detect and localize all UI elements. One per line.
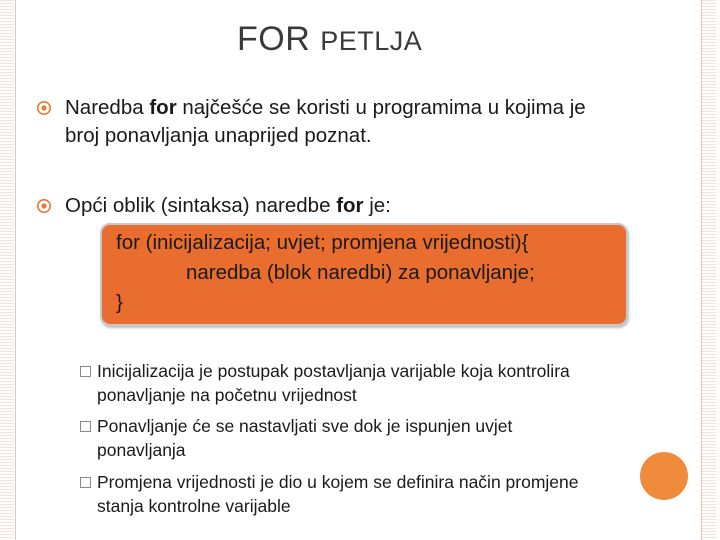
subitem-1-line-1: Inicijalizacija je postupak postavljanja varijable koja kontrolira bbox=[97, 361, 570, 381]
bullet-1-line-2: broj ponavljanja unaprijed poznat. bbox=[65, 124, 372, 147]
decorative-orange-circle bbox=[640, 452, 688, 500]
syntax-code-box bbox=[100, 223, 628, 326]
bullet-2-text bbox=[65, 192, 391, 220]
subitem-2 bbox=[80, 414, 512, 462]
subitem-2-line-2: ponavljanja bbox=[97, 440, 186, 460]
title-main: FOR bbox=[237, 20, 311, 58]
bullet-1-line-1: Naredba for najčešće se koristi u programima u kojima je bbox=[65, 96, 586, 119]
checkbox-icon bbox=[80, 421, 91, 432]
bullet-icon bbox=[37, 101, 51, 115]
checkbox-icon bbox=[80, 477, 91, 488]
checkbox-icon bbox=[80, 366, 91, 377]
title-rest: PETLJA bbox=[320, 26, 423, 56]
code-line-1: for (inicijalizacija; uvjet; promjena vrijednosti){ bbox=[116, 231, 529, 254]
left-rail-border bbox=[15, 0, 16, 540]
code-line-2: naredba (blok naredbi) za ponavljanje; bbox=[186, 261, 535, 284]
bullet-1-text bbox=[65, 94, 586, 150]
slide-title bbox=[237, 20, 422, 59]
code-line-3: } bbox=[116, 291, 123, 314]
subitem-1 bbox=[80, 359, 570, 407]
subitem-3 bbox=[80, 470, 579, 518]
subitem-2-line-1: Ponavljanje će se nastavljati sve dok je ispunjen uvjet bbox=[97, 416, 513, 436]
bullet-icon bbox=[37, 199, 51, 213]
subitem-1-line-2: ponavljanje na početnu vrijednost bbox=[97, 385, 357, 405]
left-decorative-rail bbox=[0, 0, 14, 540]
right-rail-border bbox=[701, 0, 702, 540]
right-decorative-rail bbox=[702, 0, 716, 540]
subitem-3-line-2: stanja kontrolne varijable bbox=[97, 496, 291, 516]
subitem-3-line-1: Promjena vrijednosti je dio u kojem se definira način promjene bbox=[97, 472, 579, 492]
bullet-2-line-1: Opći oblik (sintaksa) naredbe for je: bbox=[65, 194, 391, 217]
